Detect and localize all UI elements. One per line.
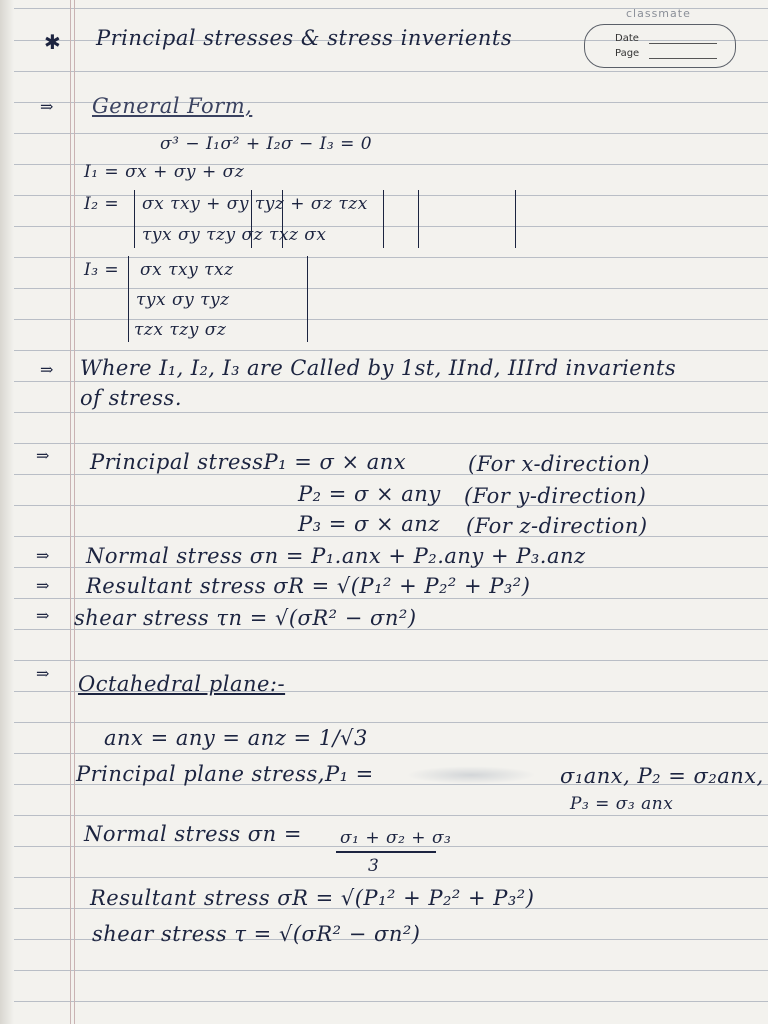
p2-direction: (For y-direction) xyxy=(464,484,647,508)
invariants-note-line-2: of stress. xyxy=(80,386,183,410)
i3-row-1: σx τxy τxz xyxy=(140,260,234,280)
principal-stress-p3: P₃ = σ × anz xyxy=(298,512,440,536)
arrow-bullet: ⇒ xyxy=(40,97,54,116)
principal-plane-stress: Principal plane stress,P₁ = xyxy=(76,762,374,786)
octahedral-normal-stress: Normal stress σn = xyxy=(84,822,302,846)
page-title: Principal stresses & stress inverients xyxy=(96,26,513,50)
date-line xyxy=(649,43,717,44)
principal-plane-stress-rest: σ₁anx, P₂ = σ₂anx, xyxy=(560,764,764,788)
margin-line-secondary xyxy=(74,0,75,1024)
brand-logo: classmate xyxy=(626,7,691,20)
resultant-stress: Resultant stress σR = √(P₁² + P₂² + P₃²) xyxy=(86,574,531,598)
i2-row-2: τyx σy τzy σz τxz σx xyxy=(142,225,327,245)
shear-stress: shear stress τn = √(σR² − σn²) xyxy=(74,606,417,630)
p3-direction: (For z-direction) xyxy=(466,514,648,538)
principal-plane-p3: P₃ = σ₃ anx xyxy=(570,794,674,814)
page-line xyxy=(649,58,717,59)
i3-row-2: τyx σy τyz xyxy=(136,290,230,310)
margin-line xyxy=(70,0,71,1024)
erased-smudge xyxy=(406,766,536,784)
octahedral-shear-stress: shear stress τ = √(σR² − σn²) xyxy=(92,922,421,946)
i2-row-1: σx τxy + σy τyz + σz τzx xyxy=(142,194,368,214)
invariant-i1: I₁ = σx + σy + σz xyxy=(84,162,245,182)
fraction-bar xyxy=(336,851,436,853)
i3-row-3: τzx τzy σz xyxy=(134,320,227,340)
normal-stress: Normal stress σn = P₁.anx + P₂.any + P₃.anz xyxy=(86,544,586,568)
star-bullet: ✱ xyxy=(44,30,62,54)
invariant-i2-label: I₂ = xyxy=(84,194,120,214)
principal-stress-p1: Principal stressP₁ = σ × anx xyxy=(90,450,407,474)
arrow-bullet: ⇒ xyxy=(36,606,50,625)
octahedral-direction-cosines: anx = any = anz = 1/√3 xyxy=(104,726,368,750)
normal-stress-numerator: σ₁ + σ₂ + σ₃ xyxy=(340,828,452,848)
i2-determinant-3 xyxy=(418,190,516,248)
arrow-bullet: ⇒ xyxy=(36,576,50,595)
normal-stress-denominator: 3 xyxy=(368,856,380,876)
date-page-box xyxy=(584,24,736,68)
arrow-bullet: ⇒ xyxy=(40,360,54,379)
octahedral-resultant-stress: Resultant stress σR = √(P₁² + P₂² + P₃²) xyxy=(90,886,535,910)
invariants-note-line-1: Where I₁, I₂, I₃ are Called by 1st, IInd, IIIrd invarients xyxy=(80,356,677,380)
arrow-bullet: ⇒ xyxy=(36,664,50,683)
principal-stress-p2: P₂ = σ × any xyxy=(298,482,441,506)
arrow-bullet: ⇒ xyxy=(36,446,50,465)
page-label: Page xyxy=(615,48,640,59)
p1-direction: (For x-direction) xyxy=(468,452,650,476)
characteristic-equation: σ³ − I₁σ² + I₂σ − I₃ = 0 xyxy=(160,134,373,154)
page-binding-edge xyxy=(0,0,14,1024)
general-form-heading: General Form, xyxy=(92,94,253,118)
date-label: Date xyxy=(615,33,639,44)
invariant-i3-label: I₃ = xyxy=(84,260,120,280)
octahedral-heading: Octahedral plane:- xyxy=(78,672,286,696)
arrow-bullet: ⇒ xyxy=(36,546,50,565)
